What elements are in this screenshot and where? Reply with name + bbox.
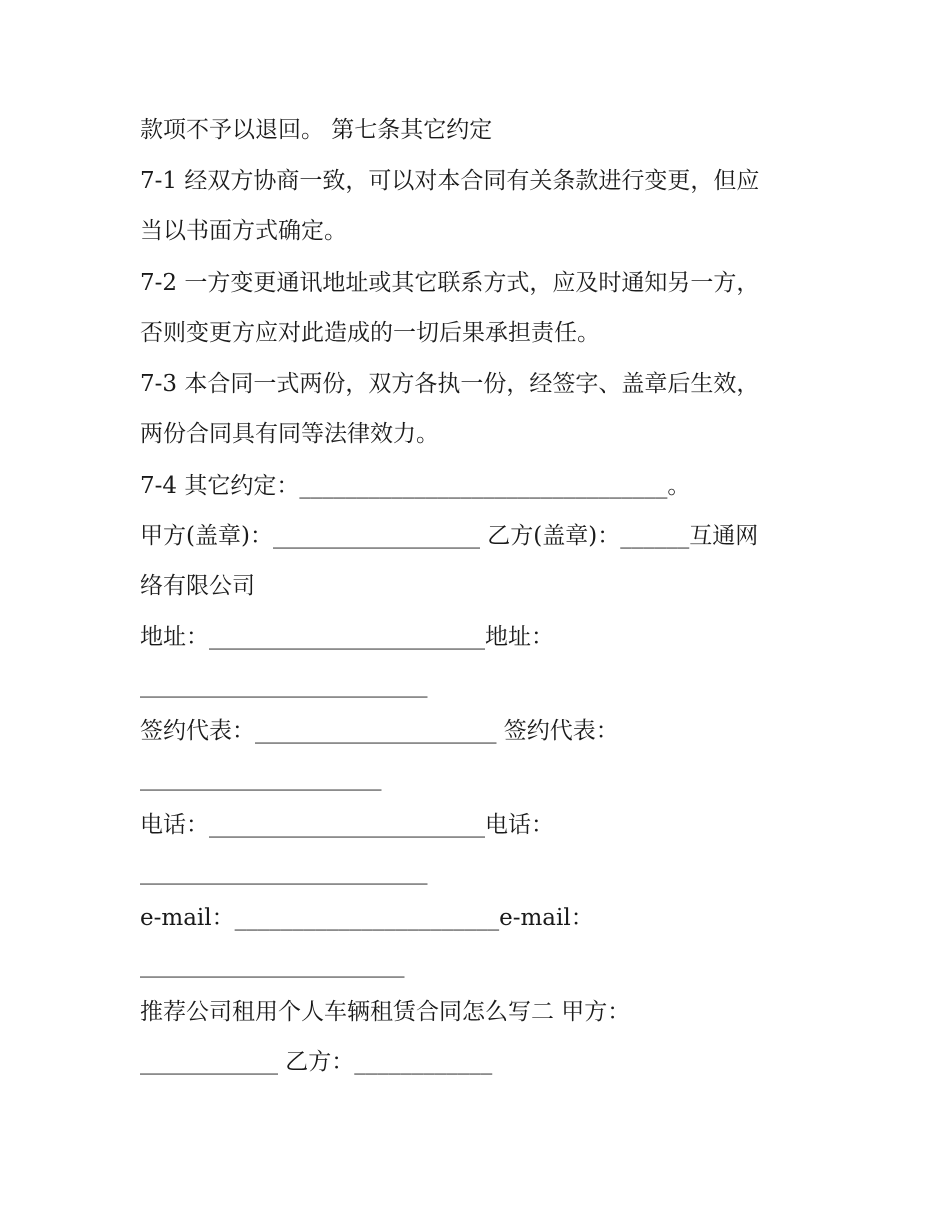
text-line: 推荐公司租用个人车辆租赁合同怎么写二 甲方：	[140, 999, 631, 1025]
text-line: 7-4 其它约定：________________________________。	[140, 473, 691, 499]
text-line: _________________________	[140, 859, 428, 885]
text-line: 甲方(盖章)：__________________ 乙方(盖章)：______互通网	[140, 523, 759, 549]
text-line: e-mail：_______________________e-mail：	[140, 905, 594, 931]
text-line: 地址：________________________地址：	[140, 624, 554, 650]
text-line: 7-2 一方变更通讯地址或其它联系方式，应及时通知另一方，	[140, 270, 760, 296]
text-line: 7-3 本合同一式两份，双方各执一份，经签字、盖章后生效，	[140, 371, 760, 397]
text-line: _________________________	[140, 672, 428, 698]
text-line: 两份合同具有同等法律效力。	[140, 421, 439, 447]
text-line: 电话：________________________电话：	[140, 812, 554, 838]
text-line: _______________________	[140, 952, 405, 978]
text-line: ____________ 乙方：____________	[140, 1049, 493, 1075]
text-line: 款项不予以退回。 第七条其它约定	[140, 117, 493, 143]
text-line: 否则变更方应对此造成的一切后果承担责任。	[140, 320, 600, 346]
text-line: 络有限公司	[140, 573, 255, 599]
text-line: _____________________	[140, 765, 382, 791]
text-line: 签约代表：_____________________ 签约代表：	[140, 718, 619, 744]
text-line: 当以书面方式确定。	[140, 218, 347, 244]
text-line: 7-1 经双方协商一致，可以对本合同有关条款进行变更，但应	[140, 168, 760, 194]
